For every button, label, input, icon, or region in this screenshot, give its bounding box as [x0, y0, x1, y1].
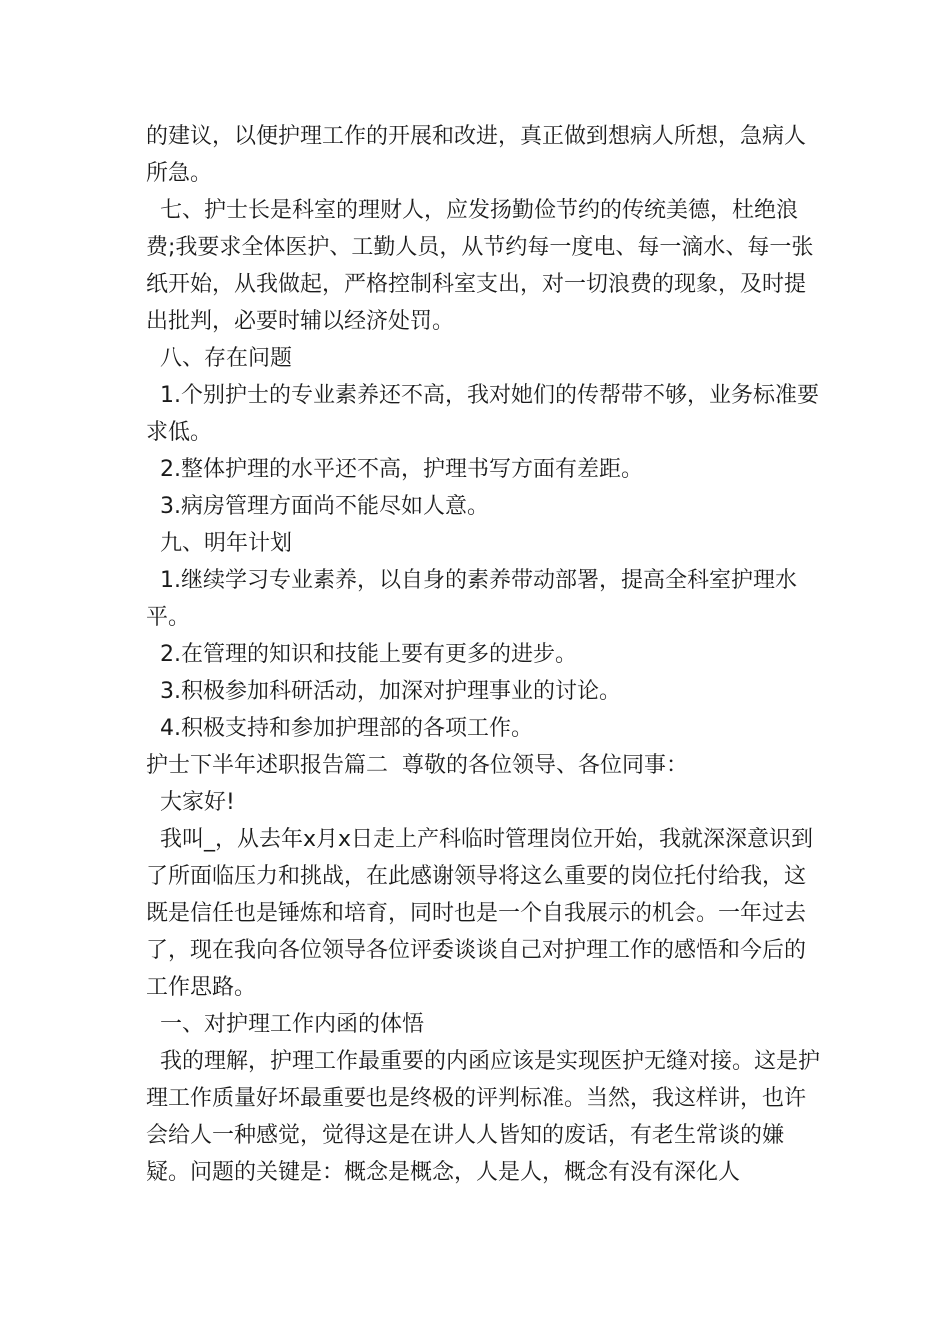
list-item-plan-4: 4.积极支持和参加护理部的各项工作。 — [146, 716, 533, 741]
document-body — [146, 118, 826, 1191]
heading-next-year-plan: 九、明年计划 — [146, 531, 293, 556]
paragraph-suggestion-end: 的建议，以便护理工作的开展和改进，真正做到想病人所想，急病人所急。 — [146, 124, 807, 186]
list-item-plan-3: 3.积极参加科研活动，加深对护理事业的讨论。 — [146, 679, 621, 704]
paragraph-introduction: 我叫_，从去年x月x日走上产科临时管理岗位开始，我就深深意识到了所面临压力和挑战，在此感谢领导将这么重要的岗位托付给我，这既是信任也是锤炼和培育，同时也是一个自我展示的机会。一年过去了，现在我向各位领导各位评委谈谈自己对护理工作的感悟和今后的工作思路。 — [146, 827, 814, 1000]
paragraph-section-seven: 七、护士长是科室的理财人，应发扬勤俭节约的传统美德，杜绝浪费;我要求全体医护、工勤人员，从节约每一度电、每一滴水、每一张纸开始，从我做起，严格控制科室支出，对一切浪费的现象，及时提出批判，必要时辅以经济处罚。 — [146, 198, 814, 334]
list-item-problem-2: 2.整体护理的水平还不高，护理书写方面有差距。 — [146, 457, 643, 482]
heading-nursing-understanding: 一、对护理工作内函的体悟 — [146, 1012, 425, 1037]
list-item-plan-2: 2.在管理的知识和技能上要有更多的进步。 — [146, 642, 577, 667]
list-item-problem-3: 3.病房管理方面尚不能尽如人意。 — [146, 494, 489, 519]
greeting: 大家好! — [146, 790, 235, 815]
list-item-plan-1: 1.继续学习专业素养，以自身的素养带动部署，提高全科室护理水平。 — [146, 568, 797, 630]
heading-existing-problems: 八、存在问题 — [146, 346, 293, 371]
paragraph-nursing-understanding: 我的理解，护理工作最重要的内函应该是实现医护无缝对接。这是护理工作质量好坏最重要也是终极的评判标准。当然，我这样讲，也许会给人一种感觉，觉得这是在讲人人皆知的废话，有老生常谈的嫌疑。问题的关键是：概念是概念，人是人，概念有没有深化人 — [146, 1049, 821, 1185]
report-two-title: 护士下半年述职报告篇二 尊敬的各位领导、各位同事： — [146, 753, 688, 778]
list-item-problem-1: 1.个别护士的专业素养还不高，我对她们的传帮带不够，业务标准要求低。 — [146, 383, 819, 445]
